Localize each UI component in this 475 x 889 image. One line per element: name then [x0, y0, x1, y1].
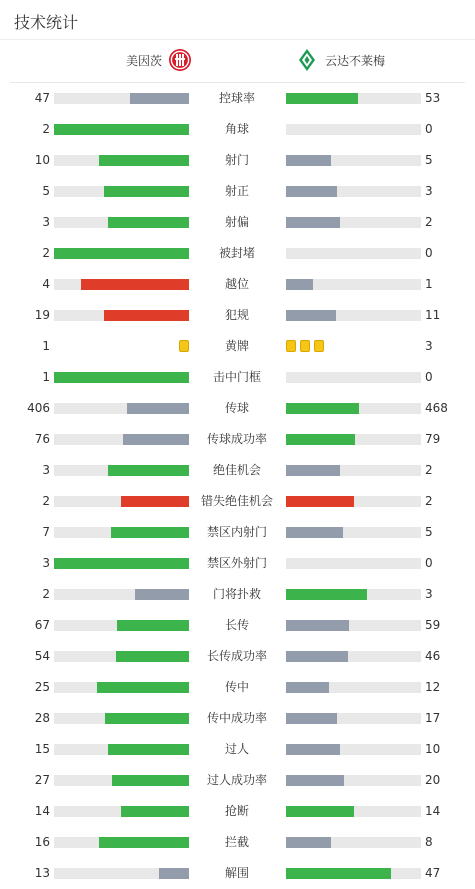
home-stat-bar-fill — [54, 558, 189, 569]
home-stat-bar-fill — [108, 465, 189, 476]
away-stat-bar-fill — [286, 403, 359, 414]
away-stat-bar-fill — [286, 589, 367, 600]
home-stat-bar-fill — [97, 682, 189, 693]
home-stat-value: 1 — [42, 339, 50, 353]
home-stat-bar — [54, 155, 189, 166]
away-stat-bar-fill — [286, 682, 329, 693]
away-stat-value: 47 — [425, 866, 441, 880]
away-stat-value: 20 — [425, 773, 441, 787]
home-stat-value: 3 — [42, 215, 50, 229]
stat-row — [0, 765, 475, 796]
stat-row — [0, 393, 475, 424]
stat-name: 拦截 — [224, 835, 249, 849]
stat-row — [0, 83, 475, 114]
away-stat-value: 8 — [425, 835, 433, 849]
away-stat-bar — [286, 465, 421, 476]
home-stat-value: 27 — [34, 773, 50, 787]
away-stat-bar-fill — [286, 434, 355, 445]
stat-row — [0, 207, 475, 238]
stat-row — [0, 672, 475, 703]
away-stat-bar — [286, 837, 421, 848]
home-stat-bar-fill — [81, 279, 189, 290]
stat-name: 门将扑救 — [212, 587, 261, 601]
away-stat-value: 14 — [425, 804, 441, 818]
away-stat-bar-fill — [286, 217, 340, 228]
home-stat-bar-fill — [108, 744, 189, 755]
away-stat-value: 5 — [425, 525, 433, 539]
home-stat-bar-fill — [99, 155, 189, 166]
home-stat-value: 5 — [42, 184, 50, 198]
stat-name: 禁区内射门 — [206, 525, 267, 539]
page-title: 技术统计 — [14, 13, 79, 32]
home-stat-bar — [54, 620, 189, 631]
home-team-name: 美因茨 — [126, 53, 163, 68]
home-stat-bar-fill — [104, 310, 189, 321]
stat-row — [0, 796, 475, 827]
home-stat-value: 10 — [34, 153, 50, 167]
stat-row — [0, 579, 475, 610]
away-stat-value: 10 — [425, 742, 441, 756]
away-stat-value: 3 — [425, 339, 433, 353]
away-stat-bar — [286, 155, 421, 166]
away-stat-bar — [286, 744, 421, 755]
stat-name: 解围 — [224, 866, 249, 880]
away-stat-bar — [286, 713, 421, 724]
away-stat-bar-fill — [286, 806, 354, 817]
away-stat-value: 17 — [425, 711, 441, 725]
away-stat-value: 3 — [425, 587, 433, 601]
away-stat-value: 0 — [425, 246, 433, 260]
home-stat-value: 2 — [42, 246, 50, 260]
stats-header — [0, 0, 475, 40]
stat-name: 过人 — [224, 742, 249, 756]
stat-row — [0, 734, 475, 765]
stat-row — [0, 641, 475, 672]
stat-row — [0, 145, 475, 176]
home-stat-bar — [54, 124, 189, 135]
away-stat-value: 2 — [425, 494, 433, 508]
away-stat-bar — [286, 310, 421, 321]
away-stat-value: 0 — [425, 370, 433, 384]
home-stat-value: 54 — [34, 649, 50, 663]
home-stat-bar-fill — [54, 372, 189, 383]
away-stat-bar-fill — [286, 155, 331, 166]
stat-row — [0, 176, 475, 207]
away-stat-bar-fill — [286, 651, 348, 662]
stat-name: 传球成功率 — [206, 432, 267, 446]
home-stat-bar — [54, 248, 189, 259]
away-stat-bar — [286, 93, 421, 104]
stat-name: 过人成功率 — [206, 773, 267, 787]
away-stat-bar — [286, 279, 421, 290]
home-stat-bar — [54, 837, 189, 848]
home-stat-bar — [54, 372, 189, 383]
away-stat-value: 59 — [425, 618, 441, 632]
stat-name: 击中门框 — [212, 370, 261, 384]
stat-name: 黄牌 — [224, 339, 249, 353]
away-stat-value: 1 — [425, 277, 433, 291]
home-stat-bar — [54, 496, 189, 507]
home-stat-value: 13 — [34, 866, 50, 880]
away-stat-bar — [286, 868, 421, 879]
home-stat-bar — [54, 465, 189, 476]
away-stat-bar — [286, 186, 421, 197]
home-stat-value: 2 — [42, 122, 50, 136]
home-stat-value: 4 — [42, 277, 50, 291]
stat-row — [0, 827, 475, 858]
away-stat-bar-fill — [286, 496, 354, 507]
stat-row — [0, 424, 475, 455]
home-stat-bar-fill — [104, 186, 189, 197]
away-stat-value: 0 — [425, 122, 433, 136]
home-stat-bar — [54, 806, 189, 817]
home-stat-bar — [54, 403, 189, 414]
stat-name: 错失绝佳机会 — [200, 494, 273, 508]
home-stat-bar — [54, 93, 189, 104]
stat-name: 控球率 — [218, 91, 255, 105]
away-stat-bar — [286, 775, 421, 786]
home-stat-bar — [54, 558, 189, 569]
home-stat-bar-fill — [108, 217, 189, 228]
home-stat-value: 1 — [42, 370, 50, 384]
stat-name: 绝佳机会 — [212, 463, 261, 477]
home-stat-value: 14 — [34, 804, 50, 818]
home-stat-bar-fill — [159, 868, 189, 879]
stats-list — [0, 83, 475, 889]
away-stat-bar — [286, 434, 421, 445]
home-stat-value: 3 — [42, 556, 50, 570]
yellow-card-icon — [314, 340, 324, 352]
stat-name: 传中成功率 — [206, 711, 267, 725]
stat-row — [0, 486, 475, 517]
away-stat-bar — [286, 248, 421, 259]
stat-name: 长传 — [224, 618, 249, 632]
home-stat-bar-fill — [54, 248, 189, 259]
home-stat-bar — [54, 186, 189, 197]
away-stat-bar-fill — [286, 465, 340, 476]
away-stat-bar-fill — [286, 93, 358, 104]
stat-row — [0, 858, 475, 889]
away-stat-value: 468 — [425, 401, 448, 415]
away-stat-bar — [286, 806, 421, 817]
away-stat-value: 12 — [425, 680, 441, 694]
stat-row — [0, 703, 475, 734]
away-stat-bar-fill — [286, 868, 391, 879]
away-stat-bar — [286, 124, 421, 135]
home-stat-value: 3 — [42, 463, 50, 477]
home-yellow-cards — [179, 340, 189, 353]
home-stat-bar — [54, 527, 189, 538]
away-stat-value: 11 — [425, 308, 441, 322]
home-stat-value: 28 — [34, 711, 50, 725]
away-stat-bar — [286, 496, 421, 507]
home-stat-bar-fill — [123, 434, 189, 445]
stat-name: 越位 — [224, 277, 249, 291]
stat-name: 射正 — [224, 184, 249, 198]
home-stat-value: 406 — [27, 401, 50, 415]
stat-row — [0, 548, 475, 579]
teams-row — [10, 40, 465, 83]
away-stat-bar — [286, 403, 421, 414]
stat-row — [0, 238, 475, 269]
home-stat-value: 67 — [34, 618, 50, 632]
stat-row — [0, 331, 475, 362]
home-stat-bar-fill — [111, 527, 189, 538]
home-stat-bar-fill — [130, 93, 189, 104]
home-stat-bar — [54, 713, 189, 724]
home-stat-bar-fill — [99, 837, 189, 848]
stat-row — [0, 269, 475, 300]
away-stat-bar — [286, 527, 421, 538]
away-stat-bar-fill — [286, 527, 343, 538]
mainz-crest-icon — [168, 48, 192, 72]
away-stat-bar-fill — [286, 279, 313, 290]
home-stat-bar-fill — [135, 589, 189, 600]
away-stat-value: 46 — [425, 649, 441, 663]
stat-name: 犯规 — [224, 308, 249, 322]
away-stat-bar — [286, 558, 421, 569]
home-stat-bar — [54, 775, 189, 786]
home-stat-value: 2 — [42, 587, 50, 601]
werder-bremen-crest-icon — [295, 48, 319, 72]
away-stat-value: 79 — [425, 432, 441, 446]
stat-name: 禁区外射门 — [206, 556, 267, 570]
away-stat-value: 3 — [425, 184, 433, 198]
stat-name: 抢断 — [224, 804, 249, 818]
stat-name: 长传成功率 — [206, 649, 267, 663]
away-stat-bar-fill — [286, 620, 349, 631]
home-stat-bar-fill — [127, 403, 189, 414]
away-stat-bar-fill — [286, 775, 344, 786]
home-team[interactable] — [126, 48, 192, 72]
home-stat-value: 15 — [34, 742, 50, 756]
home-stat-bar — [54, 651, 189, 662]
home-stat-bar-fill — [116, 651, 189, 662]
home-stat-bar — [54, 589, 189, 600]
stat-row — [0, 610, 475, 641]
away-team[interactable] — [295, 48, 385, 72]
away-stat-value: 5 — [425, 153, 433, 167]
away-stat-bar-fill — [286, 310, 336, 321]
home-stat-bar-fill — [112, 775, 189, 786]
home-stat-value: 47 — [34, 91, 50, 105]
away-stat-bar-fill — [286, 744, 340, 755]
away-stat-bar-fill — [286, 186, 337, 197]
away-yellow-cards — [286, 340, 324, 353]
home-stat-bar-fill — [105, 713, 189, 724]
home-stat-bar — [54, 744, 189, 755]
yellow-card-icon — [286, 340, 296, 352]
home-stat-bar — [54, 279, 189, 290]
home-stat-value: 7 — [42, 525, 50, 539]
home-stat-bar-fill — [54, 124, 189, 135]
away-team-name: 云达不莱梅 — [325, 53, 386, 68]
stat-row — [0, 455, 475, 486]
away-stat-value: 2 — [425, 215, 433, 229]
stat-row — [0, 114, 475, 145]
home-stat-bar — [54, 310, 189, 321]
home-stat-bar-fill — [117, 620, 189, 631]
away-stat-bar — [286, 372, 421, 383]
stat-name: 射门 — [224, 153, 249, 167]
stat-row — [0, 517, 475, 548]
stat-name: 传球 — [224, 401, 249, 415]
stat-row — [0, 362, 475, 393]
home-stat-value: 76 — [34, 432, 50, 446]
home-stat-bar — [54, 682, 189, 693]
home-stat-value: 19 — [34, 308, 50, 322]
away-stat-bar — [286, 620, 421, 631]
home-stat-value: 16 — [34, 835, 50, 849]
yellow-card-icon — [300, 340, 310, 352]
away-stat-value: 0 — [425, 556, 433, 570]
home-stat-value: 25 — [34, 680, 50, 694]
away-stat-value: 2 — [425, 463, 433, 477]
home-stat-bar-fill — [121, 496, 189, 507]
home-stat-value: 2 — [42, 494, 50, 508]
home-stat-bar — [54, 217, 189, 228]
stat-name: 射偏 — [224, 215, 249, 229]
stat-name: 角球 — [224, 122, 249, 136]
away-stat-bar-fill — [286, 837, 331, 848]
home-stat-bar — [54, 434, 189, 445]
stat-name: 被封堵 — [218, 246, 255, 260]
away-stat-bar-fill — [286, 713, 337, 724]
home-stat-bar-fill — [121, 806, 189, 817]
away-stat-bar — [286, 589, 421, 600]
away-stat-bar — [286, 682, 421, 693]
away-stat-value: 53 — [425, 91, 441, 105]
home-stat-bar — [54, 868, 189, 879]
stat-row — [0, 300, 475, 331]
away-stat-bar — [286, 217, 421, 228]
yellow-card-icon — [179, 340, 189, 352]
stat-name: 传中 — [224, 680, 249, 694]
away-stat-bar — [286, 651, 421, 662]
